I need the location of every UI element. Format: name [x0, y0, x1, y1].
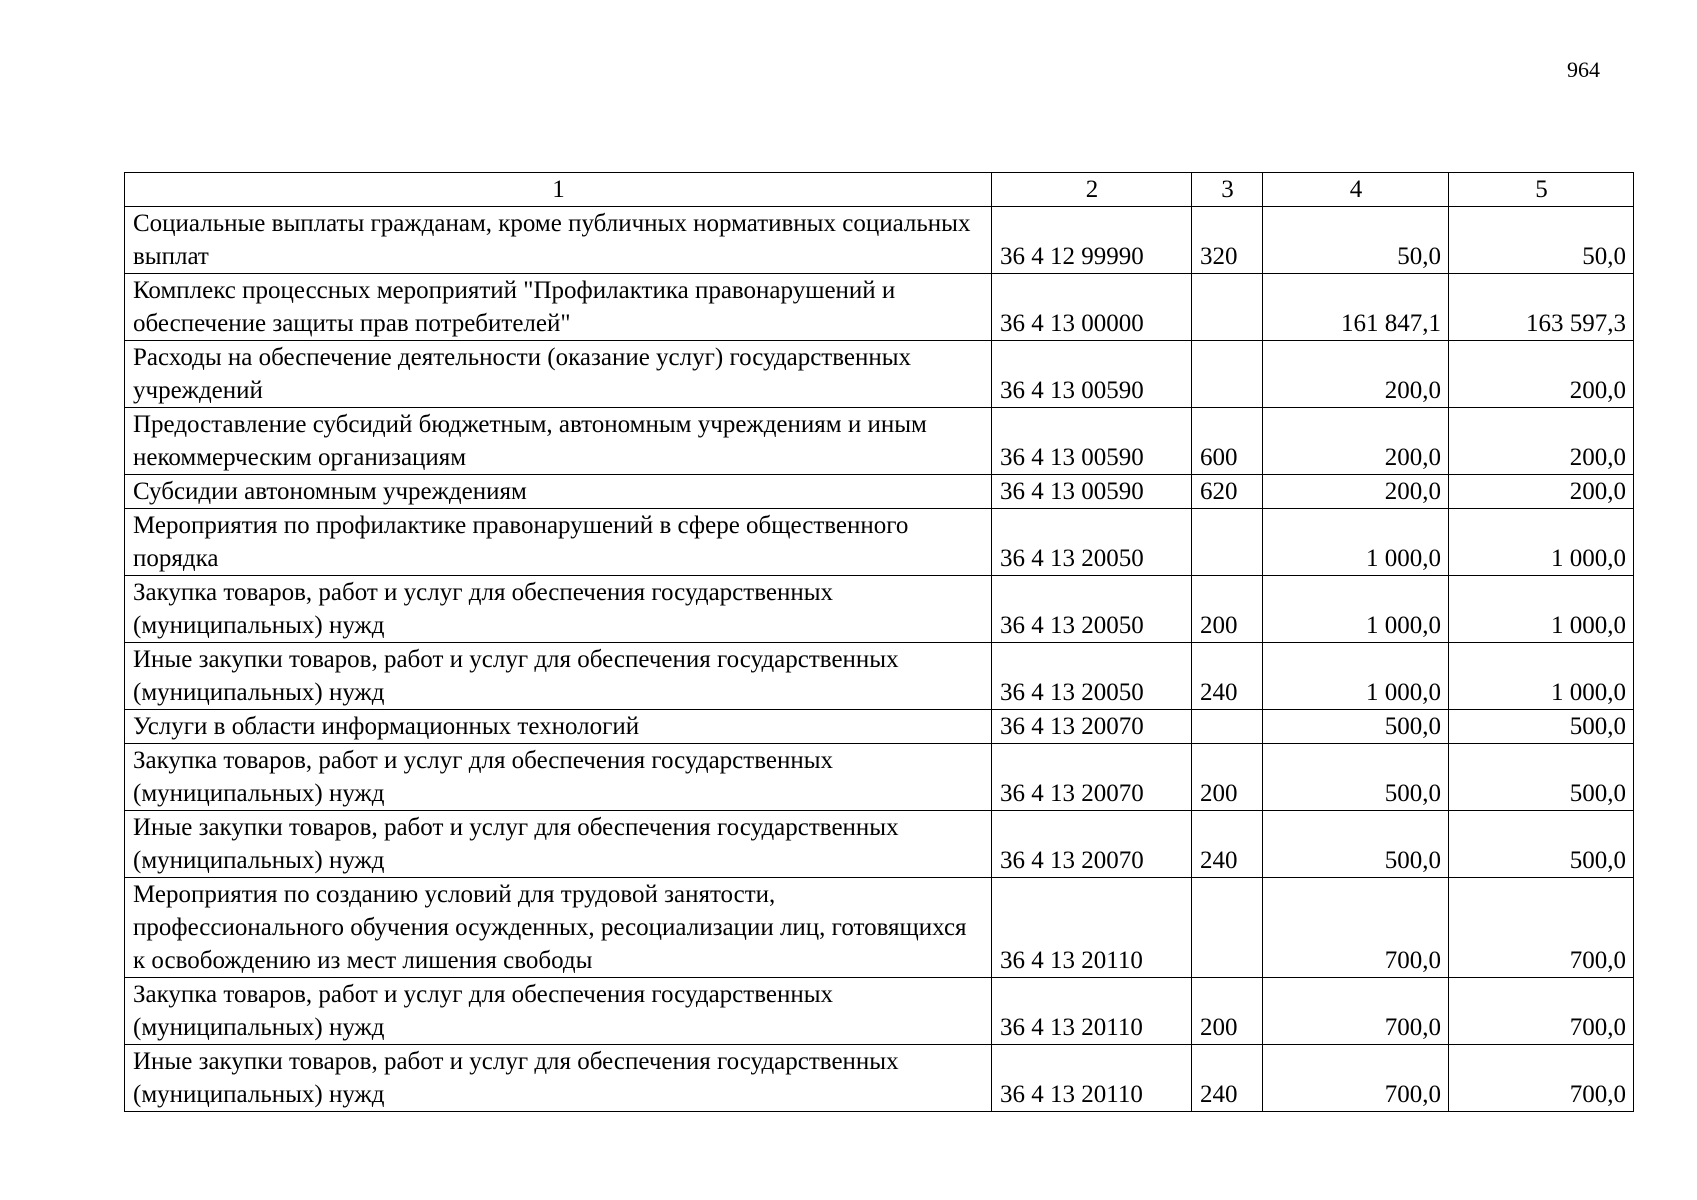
row-code-cell: 36 4 13 20110	[992, 878, 1192, 978]
table-row	[125, 643, 1634, 710]
table-row	[125, 509, 1634, 576]
row-value-4-cell: 50,0	[1263, 207, 1449, 274]
row-type-cell: 200	[1192, 978, 1263, 1045]
table-header-row	[125, 173, 1634, 207]
row-type-cell	[1192, 274, 1263, 341]
row-value-5-cell: 1 000,0	[1449, 643, 1634, 710]
row-name-cell: Предоставление субсидий бюджетным, автономным учреждениям и иным некоммерческим организациям	[125, 408, 992, 475]
row-name-cell: Иные закупки товаров, работ и услуг для обеспечения государственных (муниципальных) нужд	[125, 1045, 992, 1112]
row-code-cell: 36 4 13 00590	[992, 475, 1192, 509]
table-row	[125, 408, 1634, 475]
row-value-5-cell: 200,0	[1449, 408, 1634, 475]
row-name-cell: Иные закупки товаров, работ и услуг для обеспечения государственных (муниципальных) нужд	[125, 811, 992, 878]
row-value-5-cell: 700,0	[1449, 978, 1634, 1045]
row-value-4-cell: 500,0	[1263, 811, 1449, 878]
table-row	[125, 878, 1634, 978]
row-type-cell: 320	[1192, 207, 1263, 274]
row-value-5-cell: 500,0	[1449, 710, 1634, 744]
row-name-cell: Услуги в области информационных технологий	[125, 710, 992, 744]
row-name-cell: Закупка товаров, работ и услуг для обеспечения государственных (муниципальных) нужд	[125, 744, 992, 811]
row-name-cell: Социальные выплаты гражданам, кроме публичных нормативных социальных выплат	[125, 207, 992, 274]
row-value-4-cell: 200,0	[1263, 408, 1449, 475]
row-value-5-cell: 50,0	[1449, 207, 1634, 274]
row-value-5-cell: 500,0	[1449, 811, 1634, 878]
row-name-cell: Мероприятия по созданию условий для трудовой занятости, профессионального обучения осужденных, ресоциализации лиц, готовящихся к освобождению из мест лишения свободы	[125, 878, 992, 978]
row-value-4-cell: 1 000,0	[1263, 509, 1449, 576]
row-code-cell: 36 4 13 20070	[992, 811, 1192, 878]
row-code-cell: 36 4 12 99990	[992, 207, 1192, 274]
table-row	[125, 576, 1634, 643]
row-value-5-cell: 163 597,3	[1449, 274, 1634, 341]
row-value-4-cell: 200,0	[1263, 341, 1449, 408]
row-value-4-cell: 200,0	[1263, 475, 1449, 509]
row-value-5-cell: 700,0	[1449, 1045, 1634, 1112]
row-name-cell: Комплекс процессных мероприятий "Профилактика правонарушений и обеспечение защиты прав потребителей"	[125, 274, 992, 341]
row-code-cell: 36 4 13 00590	[992, 341, 1192, 408]
column-header-3: 3	[1192, 173, 1263, 207]
row-value-5-cell: 200,0	[1449, 475, 1634, 509]
row-value-4-cell: 500,0	[1263, 744, 1449, 811]
page-number: 964	[1567, 57, 1600, 82]
row-name-cell: Мероприятия по профилактике правонарушений в сфере общественного порядка	[125, 509, 992, 576]
row-type-cell	[1192, 509, 1263, 576]
row-value-5-cell: 500,0	[1449, 744, 1634, 811]
row-name-cell: Закупка товаров, работ и услуг для обеспечения государственных (муниципальных) нужд	[125, 978, 992, 1045]
row-code-cell: 36 4 13 20110	[992, 1045, 1192, 1112]
row-code-cell: 36 4 13 00590	[992, 408, 1192, 475]
row-type-cell: 200	[1192, 576, 1263, 643]
row-value-5-cell: 700,0	[1449, 878, 1634, 978]
table-row	[125, 341, 1634, 408]
row-type-cell	[1192, 710, 1263, 744]
row-name-cell: Закупка товаров, работ и услуг для обеспечения государственных (муниципальных) нужд	[125, 576, 992, 643]
table-row	[125, 475, 1634, 509]
row-code-cell: 36 4 13 20050	[992, 643, 1192, 710]
row-code-cell: 36 4 13 20110	[992, 978, 1192, 1045]
row-code-cell: 36 4 13 20070	[992, 744, 1192, 811]
row-code-cell: 36 4 13 20050	[992, 509, 1192, 576]
budget-table	[124, 172, 1634, 1112]
table-row	[125, 207, 1634, 274]
column-header-1: 1	[125, 173, 992, 207]
row-name-cell: Расходы на обеспечение деятельности (оказание услуг) государственных учреждений	[125, 341, 992, 408]
column-header-4: 4	[1263, 173, 1449, 207]
row-value-5-cell: 1 000,0	[1449, 576, 1634, 643]
table-row	[125, 274, 1634, 341]
row-value-4-cell: 1 000,0	[1263, 576, 1449, 643]
column-header-2: 2	[992, 173, 1192, 207]
table-row	[125, 710, 1634, 744]
row-code-cell: 36 4 13 20070	[992, 710, 1192, 744]
row-type-cell: 620	[1192, 475, 1263, 509]
row-value-4-cell: 700,0	[1263, 878, 1449, 978]
row-value-4-cell: 700,0	[1263, 1045, 1449, 1112]
row-code-cell: 36 4 13 20050	[992, 576, 1192, 643]
row-type-cell	[1192, 878, 1263, 978]
column-header-5: 5	[1449, 173, 1634, 207]
row-type-cell: 200	[1192, 744, 1263, 811]
row-type-cell: 600	[1192, 408, 1263, 475]
row-value-4-cell: 500,0	[1263, 710, 1449, 744]
row-type-cell: 240	[1192, 811, 1263, 878]
row-type-cell: 240	[1192, 643, 1263, 710]
row-value-5-cell: 1 000,0	[1449, 509, 1634, 576]
row-value-4-cell: 161 847,1	[1263, 274, 1449, 341]
row-value-4-cell: 1 000,0	[1263, 643, 1449, 710]
row-type-cell: 240	[1192, 1045, 1263, 1112]
row-code-cell: 36 4 13 00000	[992, 274, 1192, 341]
row-value-5-cell: 200,0	[1449, 341, 1634, 408]
table-row	[125, 1045, 1634, 1112]
row-type-cell	[1192, 341, 1263, 408]
table-row	[125, 744, 1634, 811]
table-row	[125, 978, 1634, 1045]
row-name-cell: Иные закупки товаров, работ и услуг для обеспечения государственных (муниципальных) нужд	[125, 643, 992, 710]
row-value-4-cell: 700,0	[1263, 978, 1449, 1045]
row-name-cell: Субсидии автономным учреждениям	[125, 475, 992, 509]
table-row	[125, 811, 1634, 878]
